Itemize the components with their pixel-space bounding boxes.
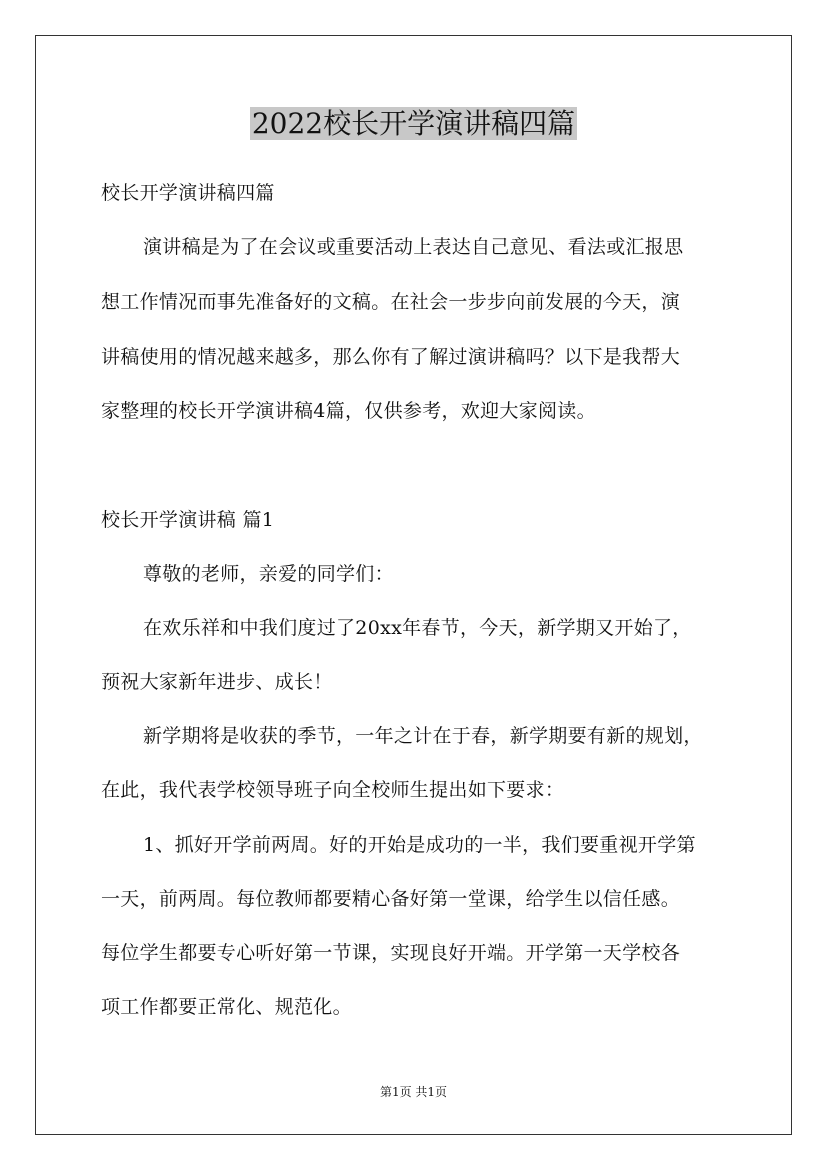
body-line: 新学期将是收获的季节，一年之计在于春，新学期要有新的规划， <box>143 725 703 747</box>
section-heading: 校长开学演讲稿 篇1 <box>101 509 275 531</box>
document-title <box>0 104 827 144</box>
body-line: 1、抓好开学前两周。好的开始是成功的一半，我们要重视开学第 <box>143 834 696 856</box>
body-line: 一天，前两周。每位教师都要精心备好第一堂课，给学生以信任感。 <box>101 888 681 910</box>
body-line: 每位学生都要专心听好第一节课，实现良好开端。开学第一天学校各 <box>101 942 681 964</box>
body-line: 项工作都要正常化、规范化。 <box>101 996 352 1018</box>
page-footer: 第1页 共1页 <box>379 1085 448 1099</box>
intro-line: 家整理的校长开学演讲稿4篇，仅供参考，欢迎大家阅读。 <box>101 400 596 422</box>
body-line: 在此，我代表学校领导班子向全校师生提出如下要求： <box>101 779 565 801</box>
intro-line: 演讲稿是为了在会议或重要活动上表达自己意见、看法或汇报思 <box>143 236 684 258</box>
body-line: 在欢乐祥和中我们度过了20xx年春节，今天，新学期又开始了， <box>143 617 692 639</box>
document-subtitle: 校长开学演讲稿四篇 <box>101 182 275 204</box>
body-line: 尊敬的老师，亲爱的同学们： <box>143 563 394 585</box>
intro-line: 想工作情况而事先准备好的文稿。在社会一步步向前发展的今天，演 <box>101 291 681 313</box>
intro-line: 讲稿使用的情况越来越多，那么你有了解过演讲稿吗？以下是我帮大 <box>101 346 681 368</box>
body-line: 预祝大家新年进步、成长！ <box>101 671 333 693</box>
document-title-text: 2022校长开学演讲稿四篇 <box>251 107 576 140</box>
